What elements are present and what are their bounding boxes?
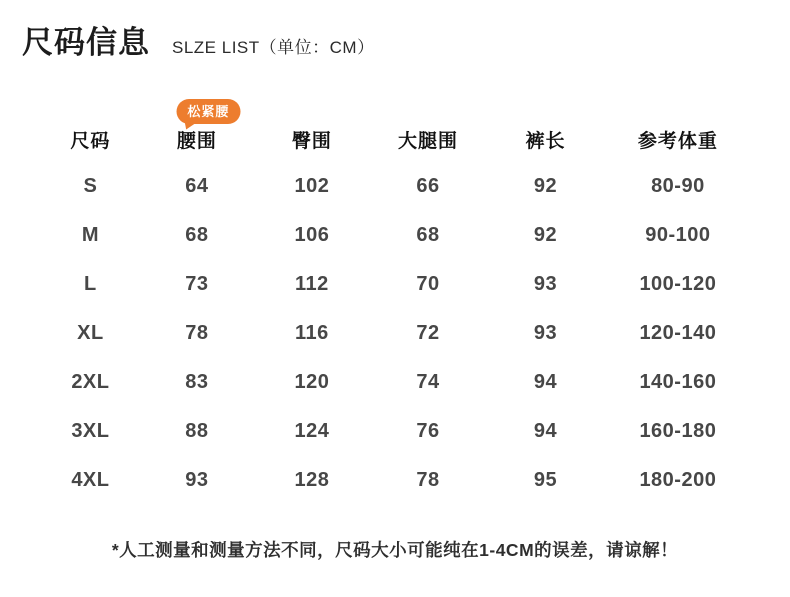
size-value: 120-140	[639, 322, 717, 345]
size-value: 74	[416, 371, 440, 394]
size-value: 180-200	[639, 469, 717, 492]
size-label: 3XL	[71, 420, 110, 443]
size-value: 90-100	[645, 224, 711, 247]
column-header: 参考体重	[637, 130, 718, 152]
column-header: 腰围 松紧腰	[141, 126, 253, 153]
table-row	[40, 162, 750, 211]
elastic-waist-badge: 松紧腰	[176, 99, 240, 124]
size-value: 95	[533, 469, 558, 492]
size-label: 2XL	[71, 371, 110, 394]
size-label: L	[84, 273, 97, 296]
size-label: S	[83, 175, 98, 198]
column-header: 大腿围	[397, 130, 458, 152]
size-value: 73	[185, 273, 209, 296]
size-label: M	[81, 224, 99, 247]
size-table-header-row	[40, 103, 750, 162]
size-value: 120	[294, 371, 330, 394]
size-value: 93	[533, 322, 558, 345]
size-value: 92	[533, 175, 558, 198]
table-row	[40, 456, 750, 505]
size-value: 92	[533, 224, 558, 247]
column-header: 裤长	[525, 130, 566, 152]
table-row	[40, 358, 750, 407]
size-value: 94	[533, 371, 558, 394]
size-value: 72	[416, 322, 440, 345]
size-value: 140-160	[639, 371, 717, 394]
size-value: 70	[416, 273, 440, 296]
size-value: 66	[416, 175, 440, 198]
size-value: 160-180	[639, 420, 717, 443]
table-row	[40, 211, 750, 260]
size-value: 106	[294, 224, 330, 247]
size-value: 88	[185, 420, 209, 443]
page-subtitle: SLZE LIST（单位：CM）	[172, 38, 375, 57]
size-label: XL	[77, 322, 104, 345]
size-value: 116	[295, 322, 329, 345]
size-table	[40, 103, 750, 505]
size-value: 78	[185, 322, 209, 345]
size-value: 80-90	[651, 175, 705, 198]
size-label: 4XL	[71, 469, 110, 492]
size-value: 76	[416, 420, 440, 443]
size-value: 94	[533, 420, 558, 443]
size-value: 100-120	[639, 273, 717, 296]
size-value: 64	[185, 175, 209, 198]
size-value: 93	[185, 469, 209, 492]
size-value: 124	[294, 420, 330, 443]
table-row	[40, 260, 750, 309]
column-header: 尺码	[70, 130, 111, 152]
page-title: 尺码信息	[22, 25, 150, 60]
size-value: 68	[185, 224, 209, 247]
size-value: 68	[416, 224, 440, 247]
size-value: 128	[294, 469, 330, 492]
column-header: 臀围	[291, 130, 332, 152]
size-value: 93	[533, 273, 558, 296]
table-row	[40, 407, 750, 456]
page-header	[0, 0, 790, 60]
size-value: 112	[295, 273, 329, 296]
size-value: 102	[294, 175, 330, 198]
measurement-disclaimer: *人工测量和测量方法不同，尺码大小可能纯在1-4CM的误差，请谅解！	[111, 540, 679, 561]
size-value: 78	[416, 469, 440, 492]
size-value: 83	[185, 371, 209, 394]
table-row	[40, 309, 750, 358]
size-table-body	[40, 162, 750, 505]
